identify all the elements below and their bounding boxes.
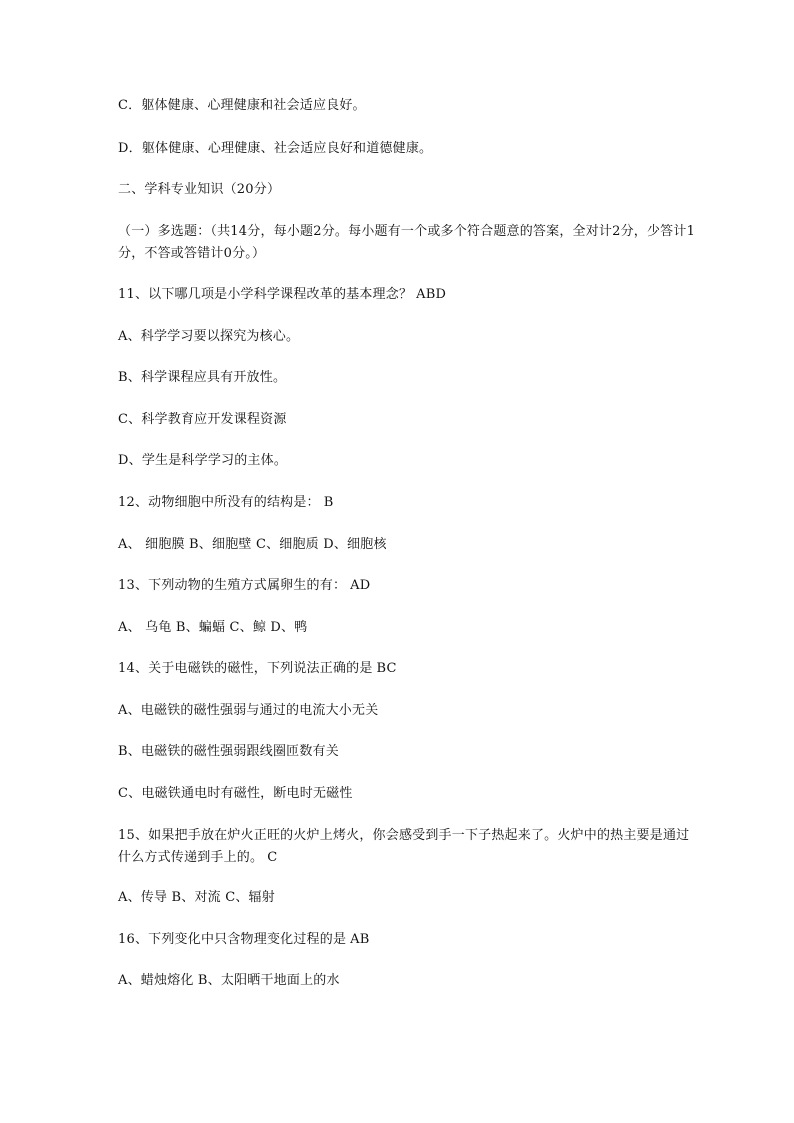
question-16 [118, 930, 698, 950]
q14-option-a: A、电磁铁的磁性强弱与通过的电流大小无关 [118, 703, 379, 718]
question-11 [118, 285, 698, 305]
q14-option-c: C、电磁铁通电时有磁性，断电时无磁性 [118, 786, 353, 801]
q16-options: A、蜡烛熔化 B、太阳晒干地面上的水 [118, 973, 340, 988]
question-text: 12、动物细胞中所没有的结构是： [118, 495, 320, 510]
option-c-line: C．躯体健康、心理健康和社会适应良好。 [118, 98, 366, 113]
question-12 [118, 493, 698, 513]
q11-option-b: B、科学课程应具有开放性。 [118, 370, 287, 385]
question-text: 16、下列变化中只含物理变化过程的是 [118, 932, 347, 947]
question-text: 13、下列动物的生殖方式属卵生的有： [118, 578, 347, 593]
question-15 [118, 825, 698, 869]
answer-key: BC [376, 661, 397, 676]
q11-option-d: D、学生是科学学习的主体。 [118, 453, 288, 468]
q15-options: A、传导 B、对流 C、辐射 [118, 890, 275, 905]
question-text: 11、以下哪几项是小学科学课程改革的基本理念？ [118, 287, 413, 302]
question-14 [118, 659, 698, 679]
q11-option-a: A、科学学习要以探究为核心。 [118, 329, 300, 344]
option-d-line: D．躯体健康、心理健康、社会适应良好和道德健康。 [118, 141, 433, 156]
answer-key: AB [350, 932, 370, 947]
q14-option-b: B、电磁铁的磁性强弱跟线圈匝数有关 [118, 744, 339, 759]
answer-key: ABD [416, 287, 447, 302]
answer-key: C [267, 850, 278, 865]
question-text: 15、如果把手放在炉火正旺的火炉上烤火，你会感受到手一下子热起来了。火炉中的热主要是通过什么方式传递到手上的。 [118, 828, 690, 865]
section-instructions: （一）多选题：（共14分，每小题2分。每小题有一个或多个符合题意的答案，全对计2分，少答计1分，不答或答错计0分。） [118, 224, 696, 261]
q13-options: A、 乌龟 B、蝙蝠 C、鲸 D、鸭 [118, 620, 308, 635]
q12-options: A、 细胞膜 B、细胞壁 C、细胞质 D、细胞核 [118, 537, 387, 552]
question-13 [118, 576, 698, 596]
section-heading: 二、学科专业知识（20分） [118, 182, 281, 197]
q11-option-c: C、科学教育应开发课程资源 [118, 412, 287, 427]
answer-key: B [323, 495, 334, 510]
question-text: 14、关于电磁铁的磁性，下列说法正确的是 [118, 661, 373, 676]
answer-key: AD [350, 578, 371, 593]
